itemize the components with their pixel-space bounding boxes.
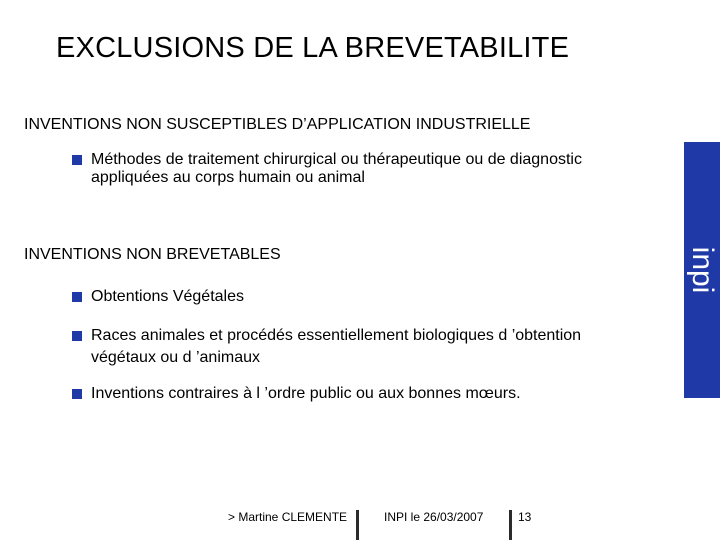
- section-heading-non-patentable: INVENTIONS NON BREVETABLES: [24, 246, 281, 263]
- slide-title: EXCLUSIONS DE LA BREVETABILITE: [56, 32, 570, 64]
- bullet-public-order: [72, 385, 662, 403]
- inpi-logo-band: [684, 142, 720, 398]
- page-number: 13: [518, 510, 532, 524]
- footer-author: > Martine CLEMENTE: [228, 510, 348, 524]
- footer-divider: [356, 510, 359, 540]
- bullet-line: Races animales et procédés essentiellement biologiques d ’obtention: [91, 327, 582, 344]
- square-bullet-icon: [72, 331, 82, 341]
- bullet-plant-varieties: [72, 288, 662, 306]
- section-heading-industrial: INVENTIONS NON SUSCEPTIBLES D’APPLICATION INDUSTRIELLE: [24, 116, 531, 133]
- bullet-medical-methods: [72, 151, 662, 187]
- bullet-line: végétaux ou d ’animaux: [91, 349, 260, 366]
- square-bullet-icon: [72, 389, 82, 399]
- footer-divider: [509, 510, 512, 540]
- inpi-logo: inpi: [686, 246, 719, 294]
- bullet-line: Inventions contraires à l ’ordre public ou aux bonnes mœurs.: [91, 385, 521, 402]
- square-bullet-icon: [72, 155, 82, 165]
- bullet-line: Obtentions Végétales: [91, 288, 244, 305]
- bullet-line: appliquées au corps humain ou animal: [91, 169, 365, 186]
- bullet-line: Méthodes de traitement chirurgical ou thérapeutique ou de diagnostic: [91, 151, 582, 168]
- footer-org-date: INPI le 26/03/2007: [384, 510, 484, 524]
- square-bullet-icon: [72, 292, 82, 302]
- bullet-animal-breeds: [72, 325, 662, 369]
